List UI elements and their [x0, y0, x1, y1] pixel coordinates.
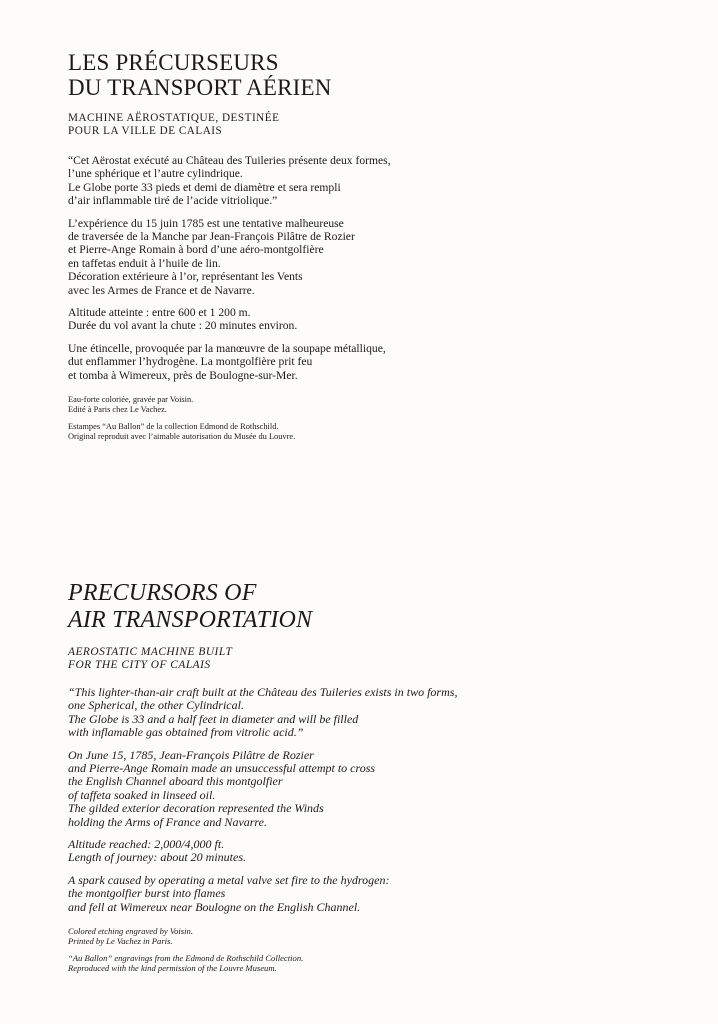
text-line: The Globe is 33 and a half feet in diameter and will be filled — [68, 711, 359, 726]
english-paragraph-quote — [68, 686, 668, 740]
text-line: de traversée de la Manche par Jean-François Pilâtre de Rozier — [68, 230, 355, 244]
text-line: Altitude atteinte : entre 600 et 1 200 m. — [68, 306, 251, 320]
note-line: Edité à Paris chez Le Vachez. — [68, 405, 167, 415]
english-paragraph-history — [68, 749, 668, 829]
english-paragraph-altitude — [68, 838, 668, 865]
english-credit-collection — [68, 953, 668, 973]
text-line: “This lighter-than-air craft built at the Château des Tuileries exists in two forms, — [68, 685, 458, 699]
note-line: Colored etching engraved by Voisin. — [68, 926, 193, 937]
french-paragraph-altitude — [68, 306, 668, 333]
text-line: A spark caused by operating a metal valve set fire to the hydrogen: — [68, 872, 390, 887]
text-line: of taffeta soaked in linseed oil. — [68, 787, 216, 802]
english-paragraph-crash — [68, 874, 668, 914]
french-credit-engraving — [68, 395, 668, 415]
text-line: Décoration extérieure à l’or, représentant les Vents — [68, 270, 303, 284]
title-line: DU TRANSPORT AÉRIEN — [68, 75, 332, 100]
text-line: “Cet Aërostat exécuté au Château des Tuileries présente deux formes, — [68, 154, 391, 167]
french-credit-collection — [68, 422, 668, 442]
text-line: l’une sphérique et l’autre cylindrique. — [68, 167, 243, 181]
text-line: et Pierre-Ange Romain à bord d’une aéro-montgolfière — [68, 243, 324, 257]
french-paragraph-history — [68, 217, 668, 297]
text-line: with inflamable gas obtained from vitrolic acid.” — [68, 725, 304, 740]
note-line: Estampes “Au Ballon” de la collection Edmond de Rothschild. — [68, 421, 279, 431]
text-line: holding the Arms of France and Navarre. — [68, 814, 267, 829]
french-paragraph-crash — [68, 342, 668, 382]
text-line: d’air inflammable tiré de l’acide vitriolique.” — [68, 194, 278, 208]
note-line: Original reproduit avec l’aimable autorisation du Musée du Louvre. — [68, 431, 296, 441]
french-section — [68, 50, 668, 442]
text-line: Length of journey: about 20 minutes. — [68, 850, 246, 865]
text-line: dut enflammer l’hydrogène. La montgolfière prit feu — [68, 355, 313, 369]
text-line: Altitude reached: 2,000/4,000 ft. — [68, 837, 225, 852]
french-paragraph-quote — [68, 154, 668, 208]
text-line: L’expérience du 15 juin 1785 est une tentative malheureuse — [68, 216, 344, 230]
title-line: AIR TRANSPORTATION — [68, 607, 313, 633]
english-title — [68, 580, 668, 634]
subtitle-line: POUR LA VILLE DE CALAIS — [68, 124, 223, 137]
text-line: and Pierre-Ange Romain made an unsuccessful attempt to cross — [68, 761, 376, 776]
english-section — [68, 580, 668, 973]
note-line: Reproduced with the kind permission of the Louvre Museum. — [68, 962, 277, 973]
text-line: Le Globe porte 33 pieds et demi de diamètre et sera rempli — [68, 180, 341, 194]
text-line: et tomba à Wimereux, près de Boulogne-sur-Mer. — [68, 368, 298, 382]
subtitle-line: MACHINE AËROSTATIQUE, DESTINÉE — [68, 112, 280, 124]
note-line: Printed by Le Vachez in Paris. — [68, 936, 173, 947]
text-line: Durée du vol avant la chute : 20 minutes environ. — [68, 319, 298, 333]
text-line: the English Channel aboard this montgolfier — [68, 774, 283, 789]
text-line: On June 15, 1785, Jean-François Pilâtre de Rozier — [68, 747, 314, 762]
title-line: LES PRÉCURSEURS — [68, 50, 279, 75]
english-credit-engraving — [68, 926, 668, 946]
text-line: and fell at Wimereux near Boulogne on the English Channel. — [68, 899, 361, 914]
english-subtitle — [68, 646, 668, 671]
text-line: avec les Armes de France et de Navarre. — [68, 283, 255, 297]
subtitle-line: AEROSTATIC MACHINE BUILT — [68, 646, 233, 658]
text-line: en taffetas enduit à l’huile de lin. — [68, 256, 221, 270]
text-line: the montgolfier burst into flames — [68, 886, 226, 901]
text-line: Une étincelle, provoquée par la manœuvre de la soupape métallique, — [68, 341, 386, 355]
title-line: PRECURSORS OF — [68, 580, 257, 606]
note-line: Eau-forte coloriée, gravée par Voisin. — [68, 395, 194, 405]
text-line: one Spherical, the other Cylindrical. — [68, 698, 244, 713]
french-subtitle — [68, 112, 668, 137]
french-title — [68, 50, 668, 100]
note-line: “Au Ballon” engravings from the Edmond de Rothschild Collection. — [68, 952, 304, 963]
text-line: The gilded exterior decoration represented the Winds — [68, 801, 324, 816]
subtitle-line: FOR THE CITY OF CALAIS — [68, 658, 211, 671]
